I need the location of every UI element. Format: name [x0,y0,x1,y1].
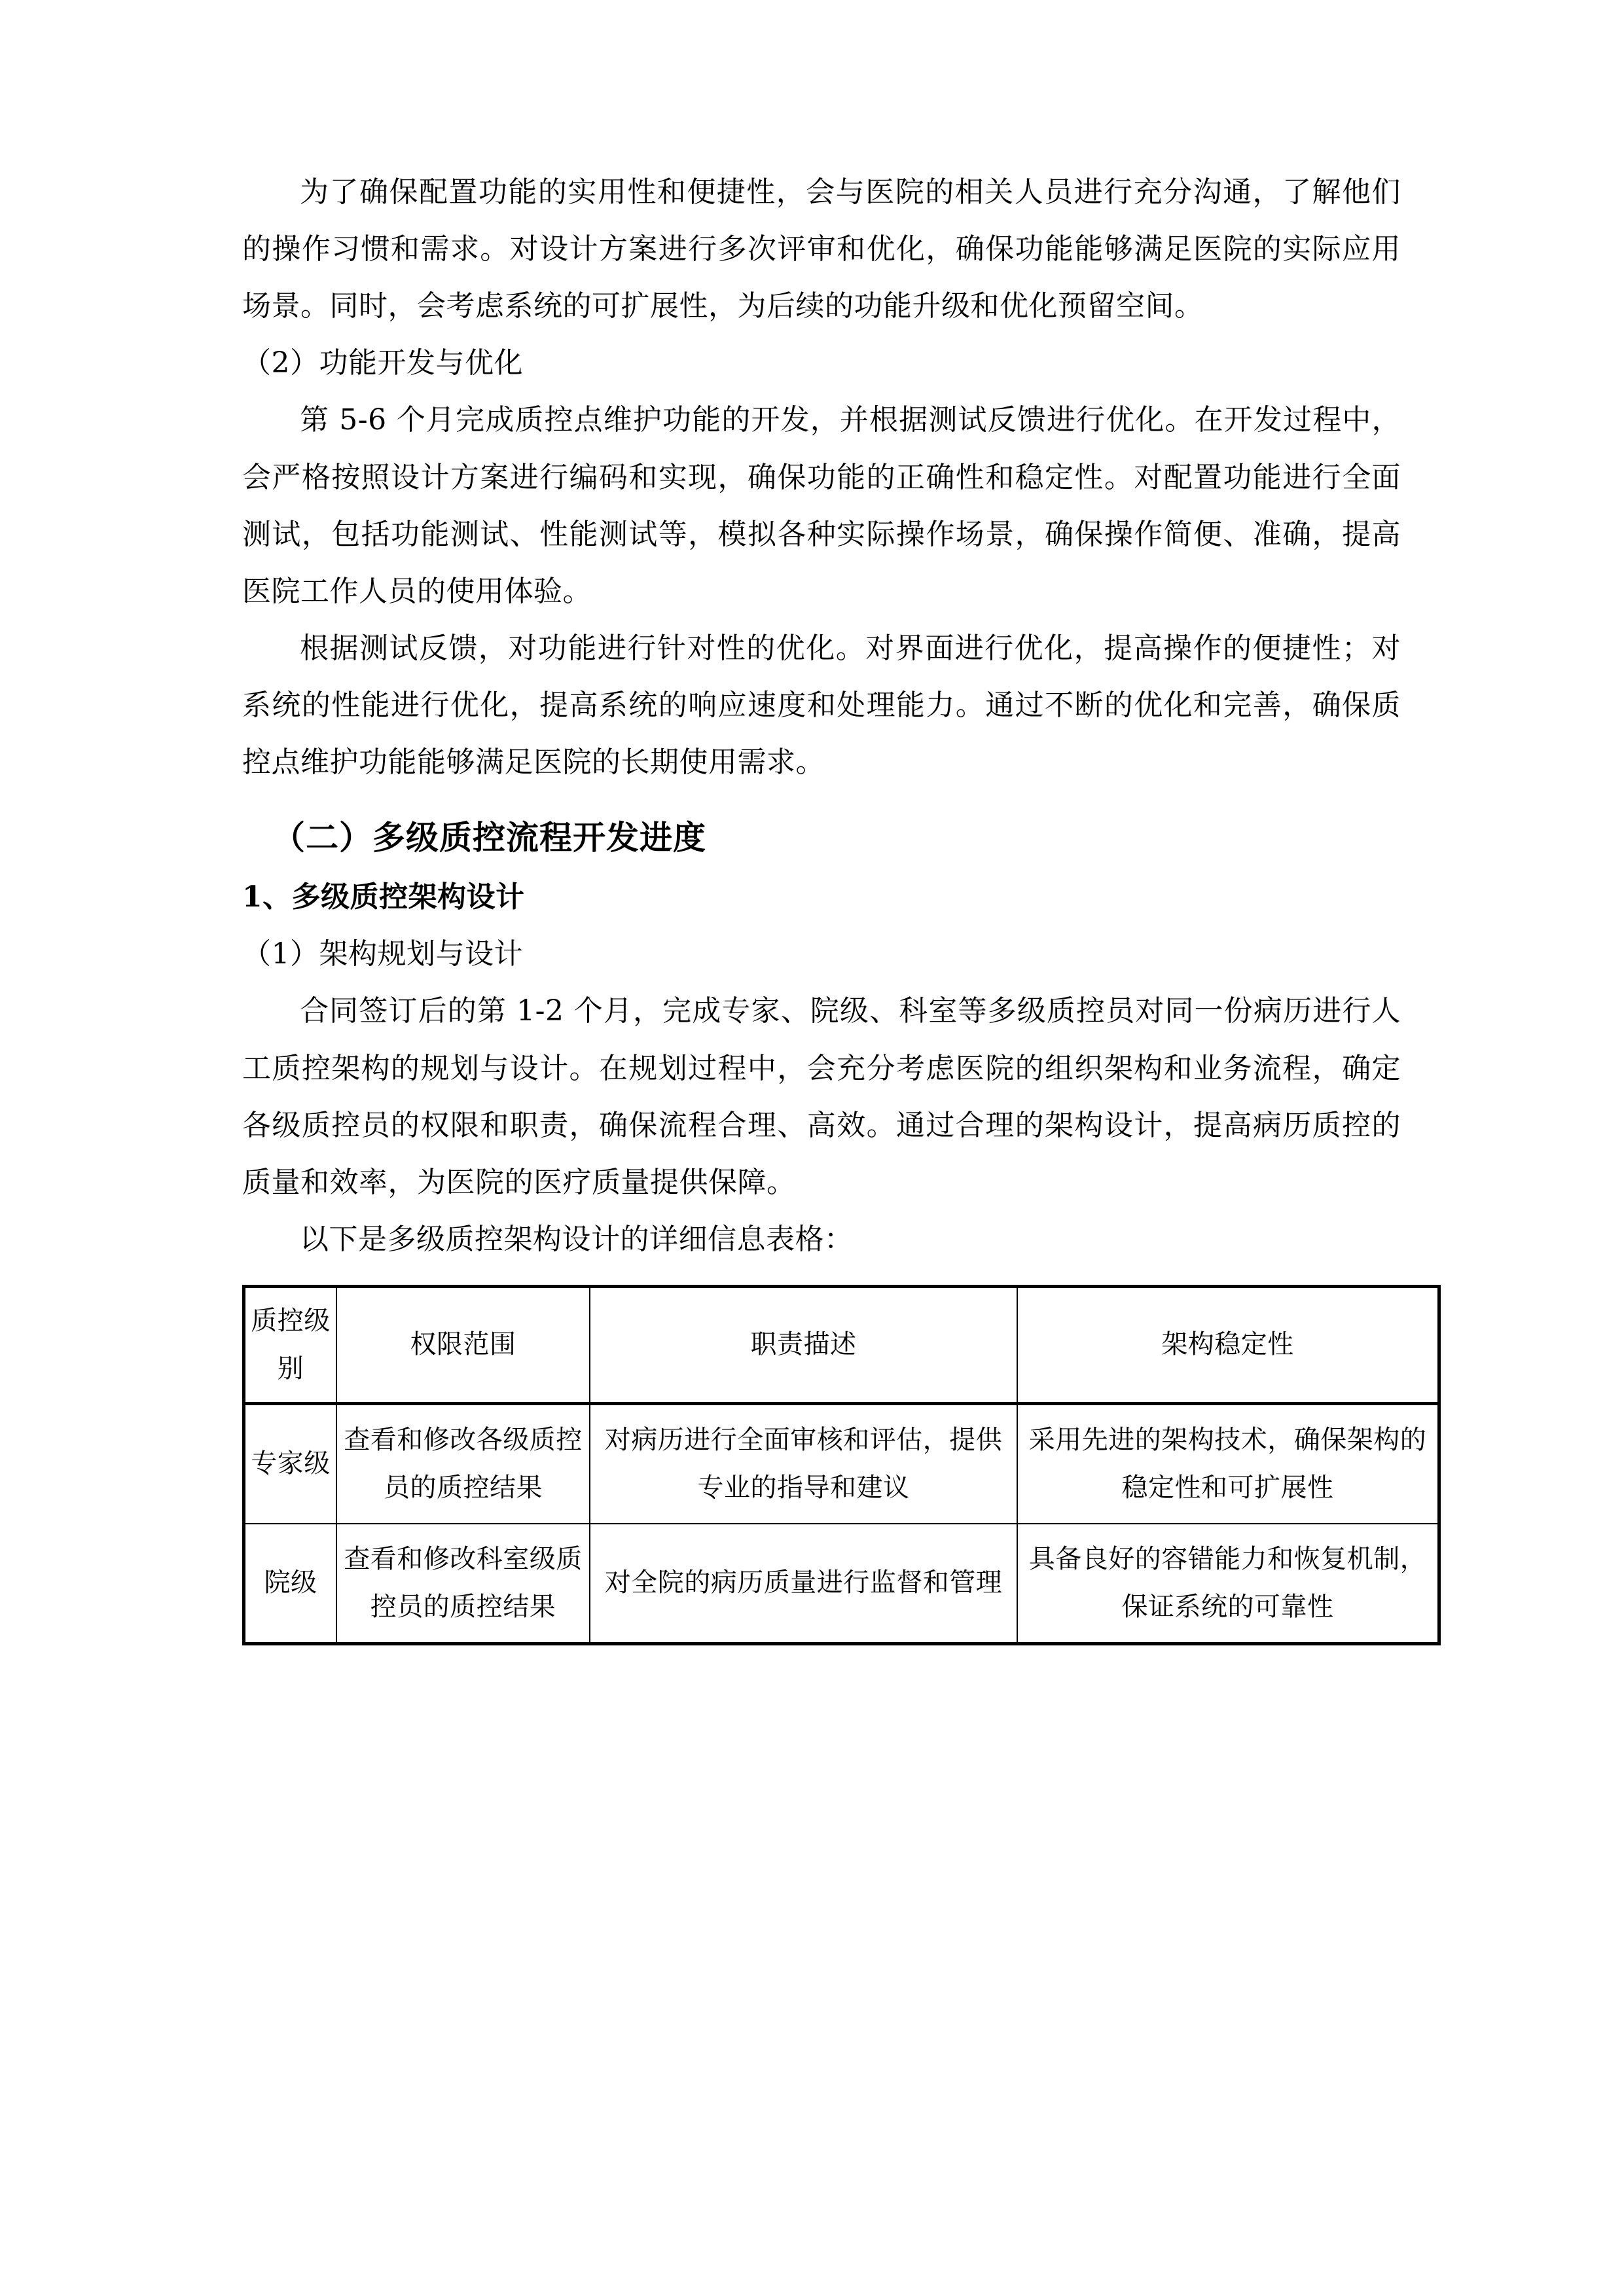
table-cell-stability: 采用先进的架构技术，确保架构的稳定性和可扩展性 [1017,1403,1439,1524]
heading-architecture-planning-design: （1）架构规划与设计 [242,937,523,971]
table-cell-level: 院级 [244,1524,337,1644]
paragraph-month-1-2-architecture: 合同签订后的第 1-2 个月，完成专家、院级、科室等多级质控员对同一份病历进行人工质控架构的规划与设计。在规划过程中，会充分考虑医院的组织架构和业务流程，确定各级质控员的权限和职责，确保流程合理、高效。通过合理的架构设计，提高病历质控的质量和效率，为医院的医疗质量提供保障。 [242,994,1401,1199]
table-header-stability: 架构稳定性 [1017,1286,1439,1403]
table-cell-stability: 具备良好的容错能力和恢复机制，保证系统的可靠性 [1017,1524,1439,1644]
document-body [242,164,1427,1645]
paragraph-month-5-6-development: 第 5-6 个月完成质控点维护功能的开发，并根据测试反馈进行优化。在开发过程中，会严格按照设计方案进行编码和实现，确保功能的正确性和稳定性。对配置功能进行全面测试，包括功能测试、性能测试等，模拟各种实际操作场景，确保操作简便、准确，提高医院工作人员的使用体验。 [242,403,1401,608]
heading-section-two: （二）多级质控流程开发进度 [272,818,706,857]
multilevel-architecture-table [242,1285,1441,1645]
table-header-scope: 权限范围 [336,1286,590,1403]
table-cell-duty: 对全院的病历质量进行监督和管理 [590,1524,1017,1644]
paragraph-config-usability: 为了确保配置功能的实用性和便捷性，会与医院的相关人员进行充分沟通，了解他们的操作习惯和需求。对设计方案进行多次评审和优化，确保功能能够满足医院的实际应用场景。同时，会考虑系统的可扩展性，为后续的功能升级和优化预留空间。 [242,175,1401,323]
heading-multilevel-architecture-design: 1、多级质控架构设计 [242,880,525,914]
table-row [244,1403,1439,1524]
table-header-row [244,1286,1439,1403]
table-cell-scope: 查看和修改各级质控员的质控结果 [336,1403,590,1524]
table-cell-level: 专家级 [244,1403,337,1524]
paragraph-table-introduction: 以下是多级质控架构设计的详细信息表格： [300,1222,854,1256]
table-header-duty: 职责描述 [590,1286,1017,1403]
table-row [244,1524,1439,1644]
paragraph-feedback-optimization: 根据测试反馈，对功能进行针对性的优化。对界面进行优化，提高操作的便捷性；对系统的性能进行优化，提高系统的响应速度和处理能力。通过不断的优化和完善，确保质控点维护功能能够满足医院的长期使用需求。 [242,631,1401,780]
table-cell-scope: 查看和修改科室级质控员的质控结果 [336,1524,590,1644]
heading-function-development: （2）功能开发与优化 [242,346,523,380]
table-header-level: 质控级别 [244,1286,337,1403]
table-cell-duty: 对病历进行全面审核和评估，提供专业的指导和建议 [590,1403,1017,1524]
